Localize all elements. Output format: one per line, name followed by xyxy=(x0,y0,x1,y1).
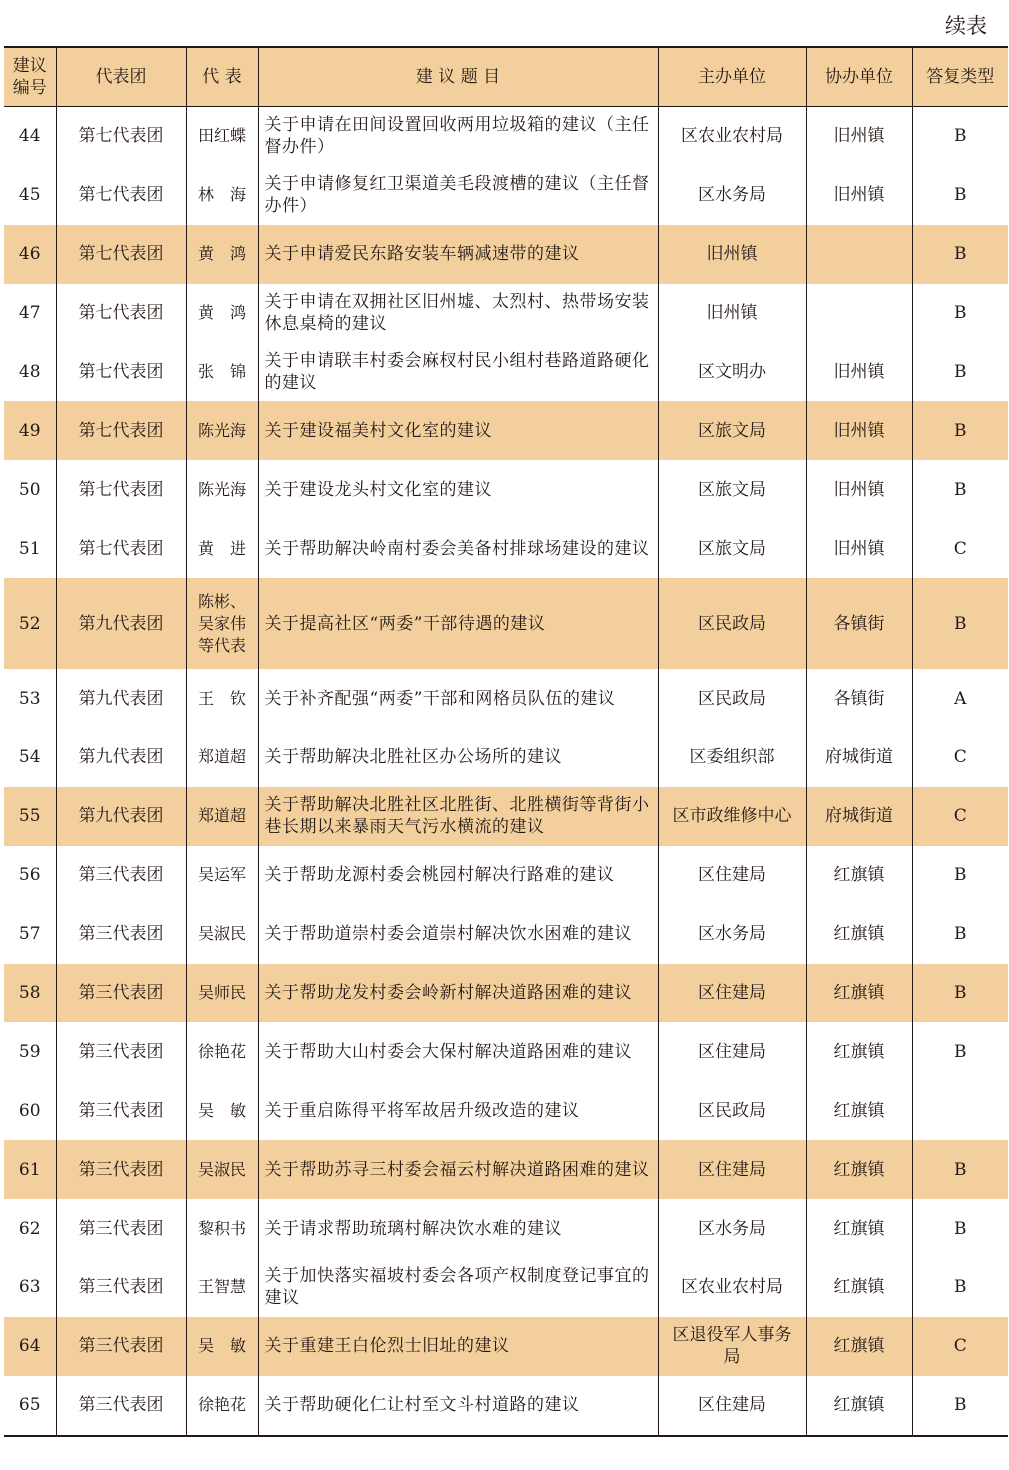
cell-host-unit: 区退役军人事务局 xyxy=(658,1317,806,1376)
table-row xyxy=(4,166,1008,225)
cell-no: 63 xyxy=(4,1258,56,1317)
cell-host-unit: 区水务局 xyxy=(658,1199,806,1258)
table-row xyxy=(4,107,1008,166)
cell-assist-unit xyxy=(806,284,912,343)
cell-no: 64 xyxy=(4,1317,56,1376)
table-row xyxy=(4,728,1008,787)
cell-host-unit: 区住建局 xyxy=(658,846,806,905)
cell-reply-type: B xyxy=(912,1258,1008,1317)
header-host-unit: 主办单位 xyxy=(658,47,806,107)
table-row xyxy=(4,846,1008,905)
cell-host-unit: 区委组织部 xyxy=(658,728,806,787)
cell-reply-type: B xyxy=(912,578,1008,669)
cell-representative: 黄 鸿 xyxy=(186,284,258,343)
cell-assist-unit: 旧州镇 xyxy=(806,460,912,519)
cell-delegation: 第七代表团 xyxy=(56,519,186,578)
cell-delegation: 第七代表团 xyxy=(56,107,186,166)
cell-representative: 黎积书 xyxy=(186,1199,258,1258)
table-row xyxy=(4,905,1008,964)
cell-delegation: 第九代表团 xyxy=(56,669,186,728)
cell-host-unit: 区民政局 xyxy=(658,1081,806,1140)
cell-no: 56 xyxy=(4,846,56,905)
cell-reply-type: A xyxy=(912,669,1008,728)
cell-title: 关于申请爱民东路安装车辆减速带的建议 xyxy=(258,225,658,284)
cell-title: 关于帮助苏寻三村委会福云村解决道路困难的建议 xyxy=(258,1140,658,1199)
table-row xyxy=(4,669,1008,728)
cell-title: 关于申请在双拥社区旧州墟、太烈村、热带场安装休息桌椅的建议 xyxy=(258,284,658,343)
cell-representative: 徐艳花 xyxy=(186,1376,258,1436)
table-row xyxy=(4,1199,1008,1258)
cell-representative: 吴师民 xyxy=(186,964,258,1023)
cell-no: 47 xyxy=(4,284,56,343)
table-row xyxy=(4,460,1008,519)
cell-host-unit: 旧州镇 xyxy=(658,284,806,343)
table-body xyxy=(4,107,1008,1436)
cell-assist-unit: 红旗镇 xyxy=(806,905,912,964)
cell-reply-type: C xyxy=(912,1317,1008,1376)
cell-assist-unit: 府城街道 xyxy=(806,728,912,787)
cell-representative: 黄 鸿 xyxy=(186,225,258,284)
table-row xyxy=(4,1140,1008,1199)
cell-no: 51 xyxy=(4,519,56,578)
cell-no: 46 xyxy=(4,225,56,284)
cell-delegation: 第三代表团 xyxy=(56,1199,186,1258)
cell-title: 关于帮助解决北胜社区北胜街、北胜横街等背街小巷长期以来暴雨天气污水横流的建议 xyxy=(258,787,658,846)
cell-title: 关于帮助龙源村委会桃园村解决行路难的建议 xyxy=(258,846,658,905)
cell-assist-unit: 各镇街 xyxy=(806,669,912,728)
cell-title: 关于帮助解决北胜社区办公场所的建议 xyxy=(258,728,658,787)
cell-delegation: 第七代表团 xyxy=(56,225,186,284)
cell-delegation: 第七代表团 xyxy=(56,284,186,343)
cell-representative: 吴 敏 xyxy=(186,1081,258,1140)
cell-assist-unit: 府城街道 xyxy=(806,787,912,846)
cell-host-unit: 区市政维修中心 xyxy=(658,787,806,846)
cell-representative: 陈彬、吴家伟等代表 xyxy=(186,578,258,669)
cell-title: 关于帮助硬化仁让村至文斗村道路的建议 xyxy=(258,1376,658,1436)
cell-reply-type: C xyxy=(912,728,1008,787)
proposal-table-wrapper xyxy=(4,46,1008,1437)
cell-host-unit: 区住建局 xyxy=(658,1140,806,1199)
cell-representative: 徐艳花 xyxy=(186,1022,258,1081)
cell-assist-unit: 红旗镇 xyxy=(806,964,912,1023)
cell-title: 关于重建王白伦烈士旧址的建议 xyxy=(258,1317,658,1376)
cell-host-unit: 区水务局 xyxy=(658,166,806,225)
cell-reply-type: B xyxy=(912,846,1008,905)
cell-no: 53 xyxy=(4,669,56,728)
cell-representative: 陈光海 xyxy=(186,401,258,460)
cell-reply-type: B xyxy=(912,284,1008,343)
cell-assist-unit: 红旗镇 xyxy=(806,1022,912,1081)
cell-reply-type: B xyxy=(912,166,1008,225)
cell-title: 关于帮助解决岭南村委会美备村排球场建设的建议 xyxy=(258,519,658,578)
cell-reply-type: B xyxy=(912,905,1008,964)
cell-no: 49 xyxy=(4,401,56,460)
cell-representative: 田红蝶 xyxy=(186,107,258,166)
table-row xyxy=(4,343,1008,402)
cell-delegation: 第三代表团 xyxy=(56,1258,186,1317)
cell-reply-type: B xyxy=(912,1140,1008,1199)
cell-no: 50 xyxy=(4,460,56,519)
cell-host-unit: 区民政局 xyxy=(658,669,806,728)
header-title: 建 议 题 目 xyxy=(258,47,658,107)
cell-assist-unit: 红旗镇 xyxy=(806,1376,912,1436)
cell-host-unit: 区旅文局 xyxy=(658,460,806,519)
cell-reply-type: B xyxy=(912,460,1008,519)
cell-no: 45 xyxy=(4,166,56,225)
cell-delegation: 第九代表团 xyxy=(56,578,186,669)
cell-assist-unit: 红旗镇 xyxy=(806,1199,912,1258)
cell-representative: 林 海 xyxy=(186,166,258,225)
cell-assist-unit: 红旗镇 xyxy=(806,1140,912,1199)
cell-reply-type: B xyxy=(912,1199,1008,1258)
cell-assist-unit: 旧州镇 xyxy=(806,401,912,460)
cell-delegation: 第三代表团 xyxy=(56,846,186,905)
cell-reply-type: B xyxy=(912,107,1008,166)
cell-representative: 吴淑民 xyxy=(186,1140,258,1199)
table-row xyxy=(4,519,1008,578)
table-continued-label: 续表 xyxy=(945,14,987,38)
header-no-label: 建议 编号 xyxy=(12,56,47,98)
cell-assist-unit: 旧州镇 xyxy=(806,343,912,402)
cell-representative: 吴运军 xyxy=(186,846,258,905)
table-row xyxy=(4,401,1008,460)
table-row xyxy=(4,225,1008,284)
cell-reply-type: B xyxy=(912,1376,1008,1436)
cell-representative: 郑道超 xyxy=(186,728,258,787)
cell-reply-type: B xyxy=(912,343,1008,402)
table-row xyxy=(4,284,1008,343)
header-delegation: 代表团 xyxy=(56,47,186,107)
cell-host-unit: 区文明办 xyxy=(658,343,806,402)
cell-delegation: 第三代表团 xyxy=(56,964,186,1023)
cell-no: 62 xyxy=(4,1199,56,1258)
header-no xyxy=(4,47,56,107)
cell-reply-type xyxy=(912,1081,1008,1140)
cell-host-unit: 区农业农村局 xyxy=(658,1258,806,1317)
cell-reply-type: B xyxy=(912,401,1008,460)
cell-delegation: 第三代表团 xyxy=(56,1140,186,1199)
cell-delegation: 第七代表团 xyxy=(56,401,186,460)
cell-reply-type: C xyxy=(912,787,1008,846)
cell-title: 关于加快落实福坡村委会各项产权制度登记事宜的建议 xyxy=(258,1258,658,1317)
cell-assist-unit: 红旗镇 xyxy=(806,1258,912,1317)
cell-delegation: 第七代表团 xyxy=(56,166,186,225)
cell-assist-unit: 红旗镇 xyxy=(806,1317,912,1376)
cell-no: 57 xyxy=(4,905,56,964)
cell-delegation: 第三代表团 xyxy=(56,1317,186,1376)
cell-no: 59 xyxy=(4,1022,56,1081)
cell-delegation: 第三代表团 xyxy=(56,1081,186,1140)
cell-representative: 郑道超 xyxy=(186,787,258,846)
cell-assist-unit xyxy=(806,225,912,284)
cell-title: 关于重启陈得平将军故居升级改造的建议 xyxy=(258,1081,658,1140)
cell-delegation: 第七代表团 xyxy=(56,460,186,519)
cell-host-unit: 区水务局 xyxy=(658,905,806,964)
table-row xyxy=(4,787,1008,846)
cell-representative: 王 钦 xyxy=(186,669,258,728)
cell-no: 65 xyxy=(4,1376,56,1436)
cell-host-unit: 区旅文局 xyxy=(658,401,806,460)
cell-assist-unit: 各镇街 xyxy=(806,578,912,669)
cell-no: 54 xyxy=(4,728,56,787)
cell-delegation: 第九代表团 xyxy=(56,728,186,787)
cell-assist-unit: 旧州镇 xyxy=(806,166,912,225)
cell-representative: 黄 进 xyxy=(186,519,258,578)
cell-delegation: 第九代表团 xyxy=(56,787,186,846)
cell-no: 48 xyxy=(4,343,56,402)
cell-host-unit: 旧州镇 xyxy=(658,225,806,284)
cell-title: 关于建设龙头村文化室的建议 xyxy=(258,460,658,519)
cell-title: 关于提高社区“两委”干部待遇的建议 xyxy=(258,578,658,669)
cell-title: 关于申请在田间设置回收两用垃圾箱的建议（主任督办件） xyxy=(258,107,658,166)
cell-representative: 吴 敏 xyxy=(186,1317,258,1376)
cell-delegation: 第三代表团 xyxy=(56,905,186,964)
cell-assist-unit: 旧州镇 xyxy=(806,519,912,578)
cell-host-unit: 区旅文局 xyxy=(658,519,806,578)
header-reply-type: 答复类型 xyxy=(912,47,1008,107)
cell-assist-unit: 旧州镇 xyxy=(806,107,912,166)
cell-assist-unit: 红旗镇 xyxy=(806,846,912,905)
cell-representative: 王智慧 xyxy=(186,1258,258,1317)
table-header-row xyxy=(4,47,1008,107)
cell-title: 关于申请联丰村委会麻杈村民小组村巷路道路硬化的建议 xyxy=(258,343,658,402)
cell-no: 61 xyxy=(4,1140,56,1199)
cell-no: 44 xyxy=(4,107,56,166)
cell-title: 关于建设福美村文化室的建议 xyxy=(258,401,658,460)
table-row xyxy=(4,1317,1008,1376)
cell-title: 关于补齐配强“两委”干部和网格员队伍的建议 xyxy=(258,669,658,728)
cell-reply-type: B xyxy=(912,964,1008,1023)
cell-host-unit: 区民政局 xyxy=(658,578,806,669)
table-row xyxy=(4,1022,1008,1081)
cell-title: 关于申请修复红卫渠道美毛段渡槽的建议（主任督办件） xyxy=(258,166,658,225)
proposal-table xyxy=(4,46,1008,1437)
header-assist-unit: 协办单位 xyxy=(806,47,912,107)
header-representative: 代 表 xyxy=(186,47,258,107)
cell-title: 关于请求帮助琉璃村解决饮水难的建议 xyxy=(258,1199,658,1258)
cell-assist-unit: 红旗镇 xyxy=(806,1081,912,1140)
table-row xyxy=(4,1081,1008,1140)
table-row xyxy=(4,1376,1008,1436)
cell-reply-type: B xyxy=(912,225,1008,284)
cell-representative: 吴淑民 xyxy=(186,905,258,964)
cell-title: 关于帮助龙发村委会岭新村解决道路困难的建议 xyxy=(258,964,658,1023)
cell-representative: 张 锦 xyxy=(186,343,258,402)
cell-title: 关于帮助大山村委会大保村解决道路困难的建议 xyxy=(258,1022,658,1081)
cell-title: 关于帮助道崇村委会道崇村解决饮水困难的建议 xyxy=(258,905,658,964)
cell-host-unit: 区住建局 xyxy=(658,1376,806,1436)
cell-host-unit: 区住建局 xyxy=(658,1022,806,1081)
table-row xyxy=(4,1258,1008,1317)
cell-host-unit: 区农业农村局 xyxy=(658,107,806,166)
cell-no: 58 xyxy=(4,964,56,1023)
cell-delegation: 第三代表团 xyxy=(56,1022,186,1081)
cell-reply-type: C xyxy=(912,519,1008,578)
cell-representative: 陈光海 xyxy=(186,460,258,519)
cell-no: 52 xyxy=(4,578,56,669)
cell-no: 60 xyxy=(4,1081,56,1140)
cell-delegation: 第七代表团 xyxy=(56,343,186,402)
table-row xyxy=(4,578,1008,669)
cell-no: 55 xyxy=(4,787,56,846)
table-row xyxy=(4,964,1008,1023)
cell-reply-type: B xyxy=(912,1022,1008,1081)
cell-delegation: 第三代表团 xyxy=(56,1376,186,1436)
cell-host-unit: 区住建局 xyxy=(658,964,806,1023)
